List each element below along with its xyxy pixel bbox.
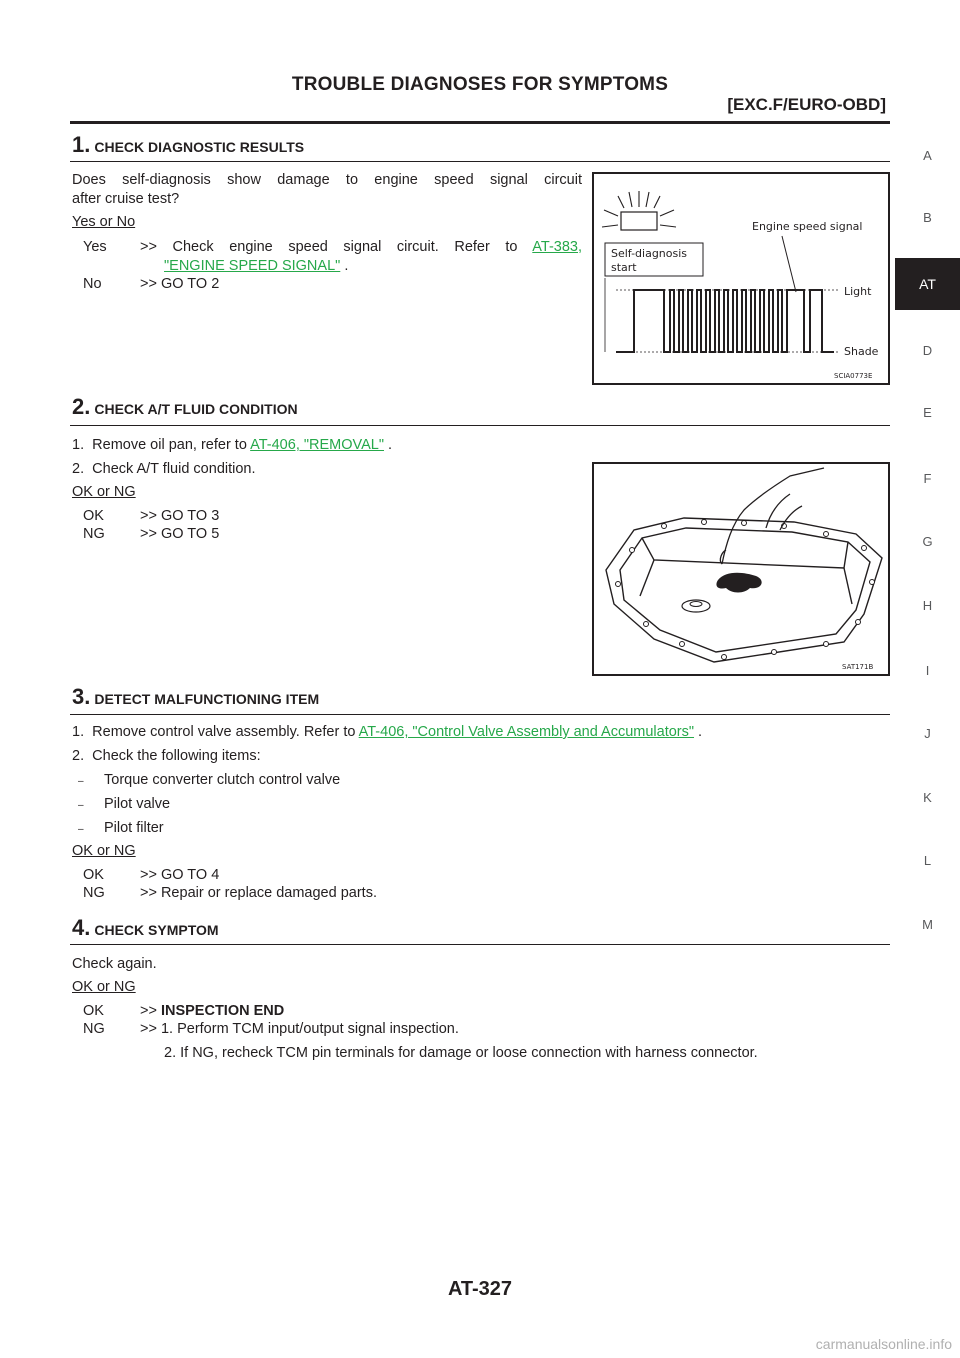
fig1-label-shade: Shade xyxy=(844,345,879,358)
s4-ng-action-2: 2. If NG, recheck TCM pin terminals for damage or loose connection with harness connector. xyxy=(164,1045,758,1061)
section-1-number: 1. xyxy=(72,132,91,157)
s3-ng-action: >> Repair or replace damaged parts. xyxy=(140,885,377,901)
s3-ok-key: OK xyxy=(83,867,104,883)
s4-ng-key: NG xyxy=(83,1021,105,1037)
section-2-number: 2. xyxy=(72,394,91,419)
section-4-heading xyxy=(72,915,219,941)
s3-item-3: – Pilot filter xyxy=(78,820,164,836)
side-tab-at[interactable]: AT xyxy=(895,258,960,310)
s1-yes-action-2: "ENGINE SPEED SIGNAL" . xyxy=(164,258,349,274)
s3-ng-key: NG xyxy=(83,885,105,901)
section-4-rule xyxy=(70,944,890,945)
section-1-rule xyxy=(70,161,890,162)
s3-choice-label: OK or NG xyxy=(72,843,136,859)
section-1-title: CHECK DIAGNOSTIC RESULTS xyxy=(94,139,305,155)
fig2-id: SAT171B xyxy=(842,663,874,671)
section-2-heading xyxy=(72,394,298,420)
side-tab-a[interactable]: A xyxy=(923,148,932,163)
page-header-subtitle: [EXC.F/EURO-OBD] xyxy=(727,95,886,114)
s3-step-1: 1. Remove control valve assembly. Refer to AT-406, "Control Valve Assembly and Accumulators" . xyxy=(72,724,703,740)
section-2-title: CHECK A/T FLUID CONDITION xyxy=(94,401,298,417)
link-engine-speed-signal[interactable]: "ENGINE SPEED SIGNAL" xyxy=(164,258,341,274)
s4-ok-key: OK xyxy=(83,1003,104,1019)
s4-ng-action: >> 1. Perform TCM input/output signal inspection. xyxy=(140,1021,459,1037)
side-tab-d[interactable]: D xyxy=(922,343,933,358)
fig1-label-light: Light xyxy=(844,285,872,298)
side-tab-i[interactable]: I xyxy=(925,663,930,678)
s3-ok-action: >> GO TO 4 xyxy=(140,867,220,883)
header-rule xyxy=(70,121,890,124)
s3-item-2: – Pilot valve xyxy=(78,796,171,812)
s2-ng-key: NG xyxy=(83,526,105,542)
side-tab-m[interactable]: M xyxy=(922,917,933,932)
s1-yes-action: >> Check engine speed signal circuit. Refer to AT-383, xyxy=(140,239,582,255)
s4-text: Check again. xyxy=(72,956,157,972)
s1-no-key: No xyxy=(83,276,102,292)
s1-no-action: >> GO TO 2 xyxy=(140,276,220,292)
s2-ok-key: OK xyxy=(83,508,104,524)
figure-engine-speed-signal xyxy=(592,172,890,385)
link-at-383[interactable]: AT-383, xyxy=(532,239,582,255)
fig1-label-start: start xyxy=(611,261,637,274)
side-tab-j[interactable]: J xyxy=(924,726,931,741)
s2-ng-action: >> GO TO 5 xyxy=(140,526,220,542)
s1-yes-key: Yes xyxy=(83,239,107,255)
watermark: carmanualsonline.info xyxy=(815,1336,952,1352)
s1-question-line-2: after cruise test? xyxy=(72,191,180,207)
side-tab-b[interactable]: B xyxy=(923,210,932,225)
s4-ok-action: >> INSPECTION END xyxy=(140,1003,285,1019)
fig1-id: SCIA0773E xyxy=(834,372,873,380)
s4-choice-label: OK or NG xyxy=(72,979,136,995)
engine-speed-signal-diagram xyxy=(594,174,888,383)
page-header-title: TROUBLE DIAGNOSES FOR SYMPTOMS xyxy=(291,74,669,95)
s2-ok-action: >> GO TO 3 xyxy=(140,508,220,524)
section-3-number: 3. xyxy=(72,684,91,709)
fig1-label-engine-speed: Engine speed signal xyxy=(752,220,863,233)
s3-step-2: 2. Check the following items: xyxy=(72,748,261,764)
side-tab-e[interactable]: E xyxy=(923,405,932,420)
section-3-rule xyxy=(70,714,890,715)
section-4-number: 4. xyxy=(72,915,91,940)
link-at-406-removal[interactable]: AT-406, "REMOVAL" xyxy=(250,437,384,453)
s1-question-line-1: Does self-diagnosis show damage to engine speed signal circuit xyxy=(72,172,582,188)
side-tab-h[interactable]: H xyxy=(922,598,933,613)
section-4-title: CHECK SYMPTOM xyxy=(94,922,219,938)
s2-step-2: 2. Check A/T fluid condition. xyxy=(72,461,256,477)
s2-choice-label: OK or NG xyxy=(72,484,136,500)
section-2-rule xyxy=(70,425,890,426)
s3-item-1: – Torque converter clutch control valve xyxy=(78,772,341,788)
page-number: AT-327 xyxy=(447,1278,513,1300)
s1-choice-label: Yes or No xyxy=(72,214,136,230)
fig1-label-self-diagnosis: Self-diagnosis xyxy=(611,247,688,260)
section-3-title: DETECT MALFUNCTIONING ITEM xyxy=(94,691,320,707)
side-tab-f[interactable]: F xyxy=(923,471,932,486)
side-tab-l[interactable]: L xyxy=(923,853,932,868)
section-1-heading xyxy=(72,132,304,158)
section-3-heading xyxy=(72,684,319,710)
oil-pan-illustration xyxy=(594,464,888,674)
side-tab-g[interactable]: G xyxy=(922,534,933,549)
link-at-406-control-valve[interactable]: AT-406, "Control Valve Assembly and Accumulators" xyxy=(358,724,695,740)
s2-step-1: 1. Remove oil pan, refer to AT-406, "REMOVAL" . xyxy=(72,437,393,453)
side-tab-k[interactable]: K xyxy=(923,790,932,805)
figure-oil-pan xyxy=(592,462,890,676)
